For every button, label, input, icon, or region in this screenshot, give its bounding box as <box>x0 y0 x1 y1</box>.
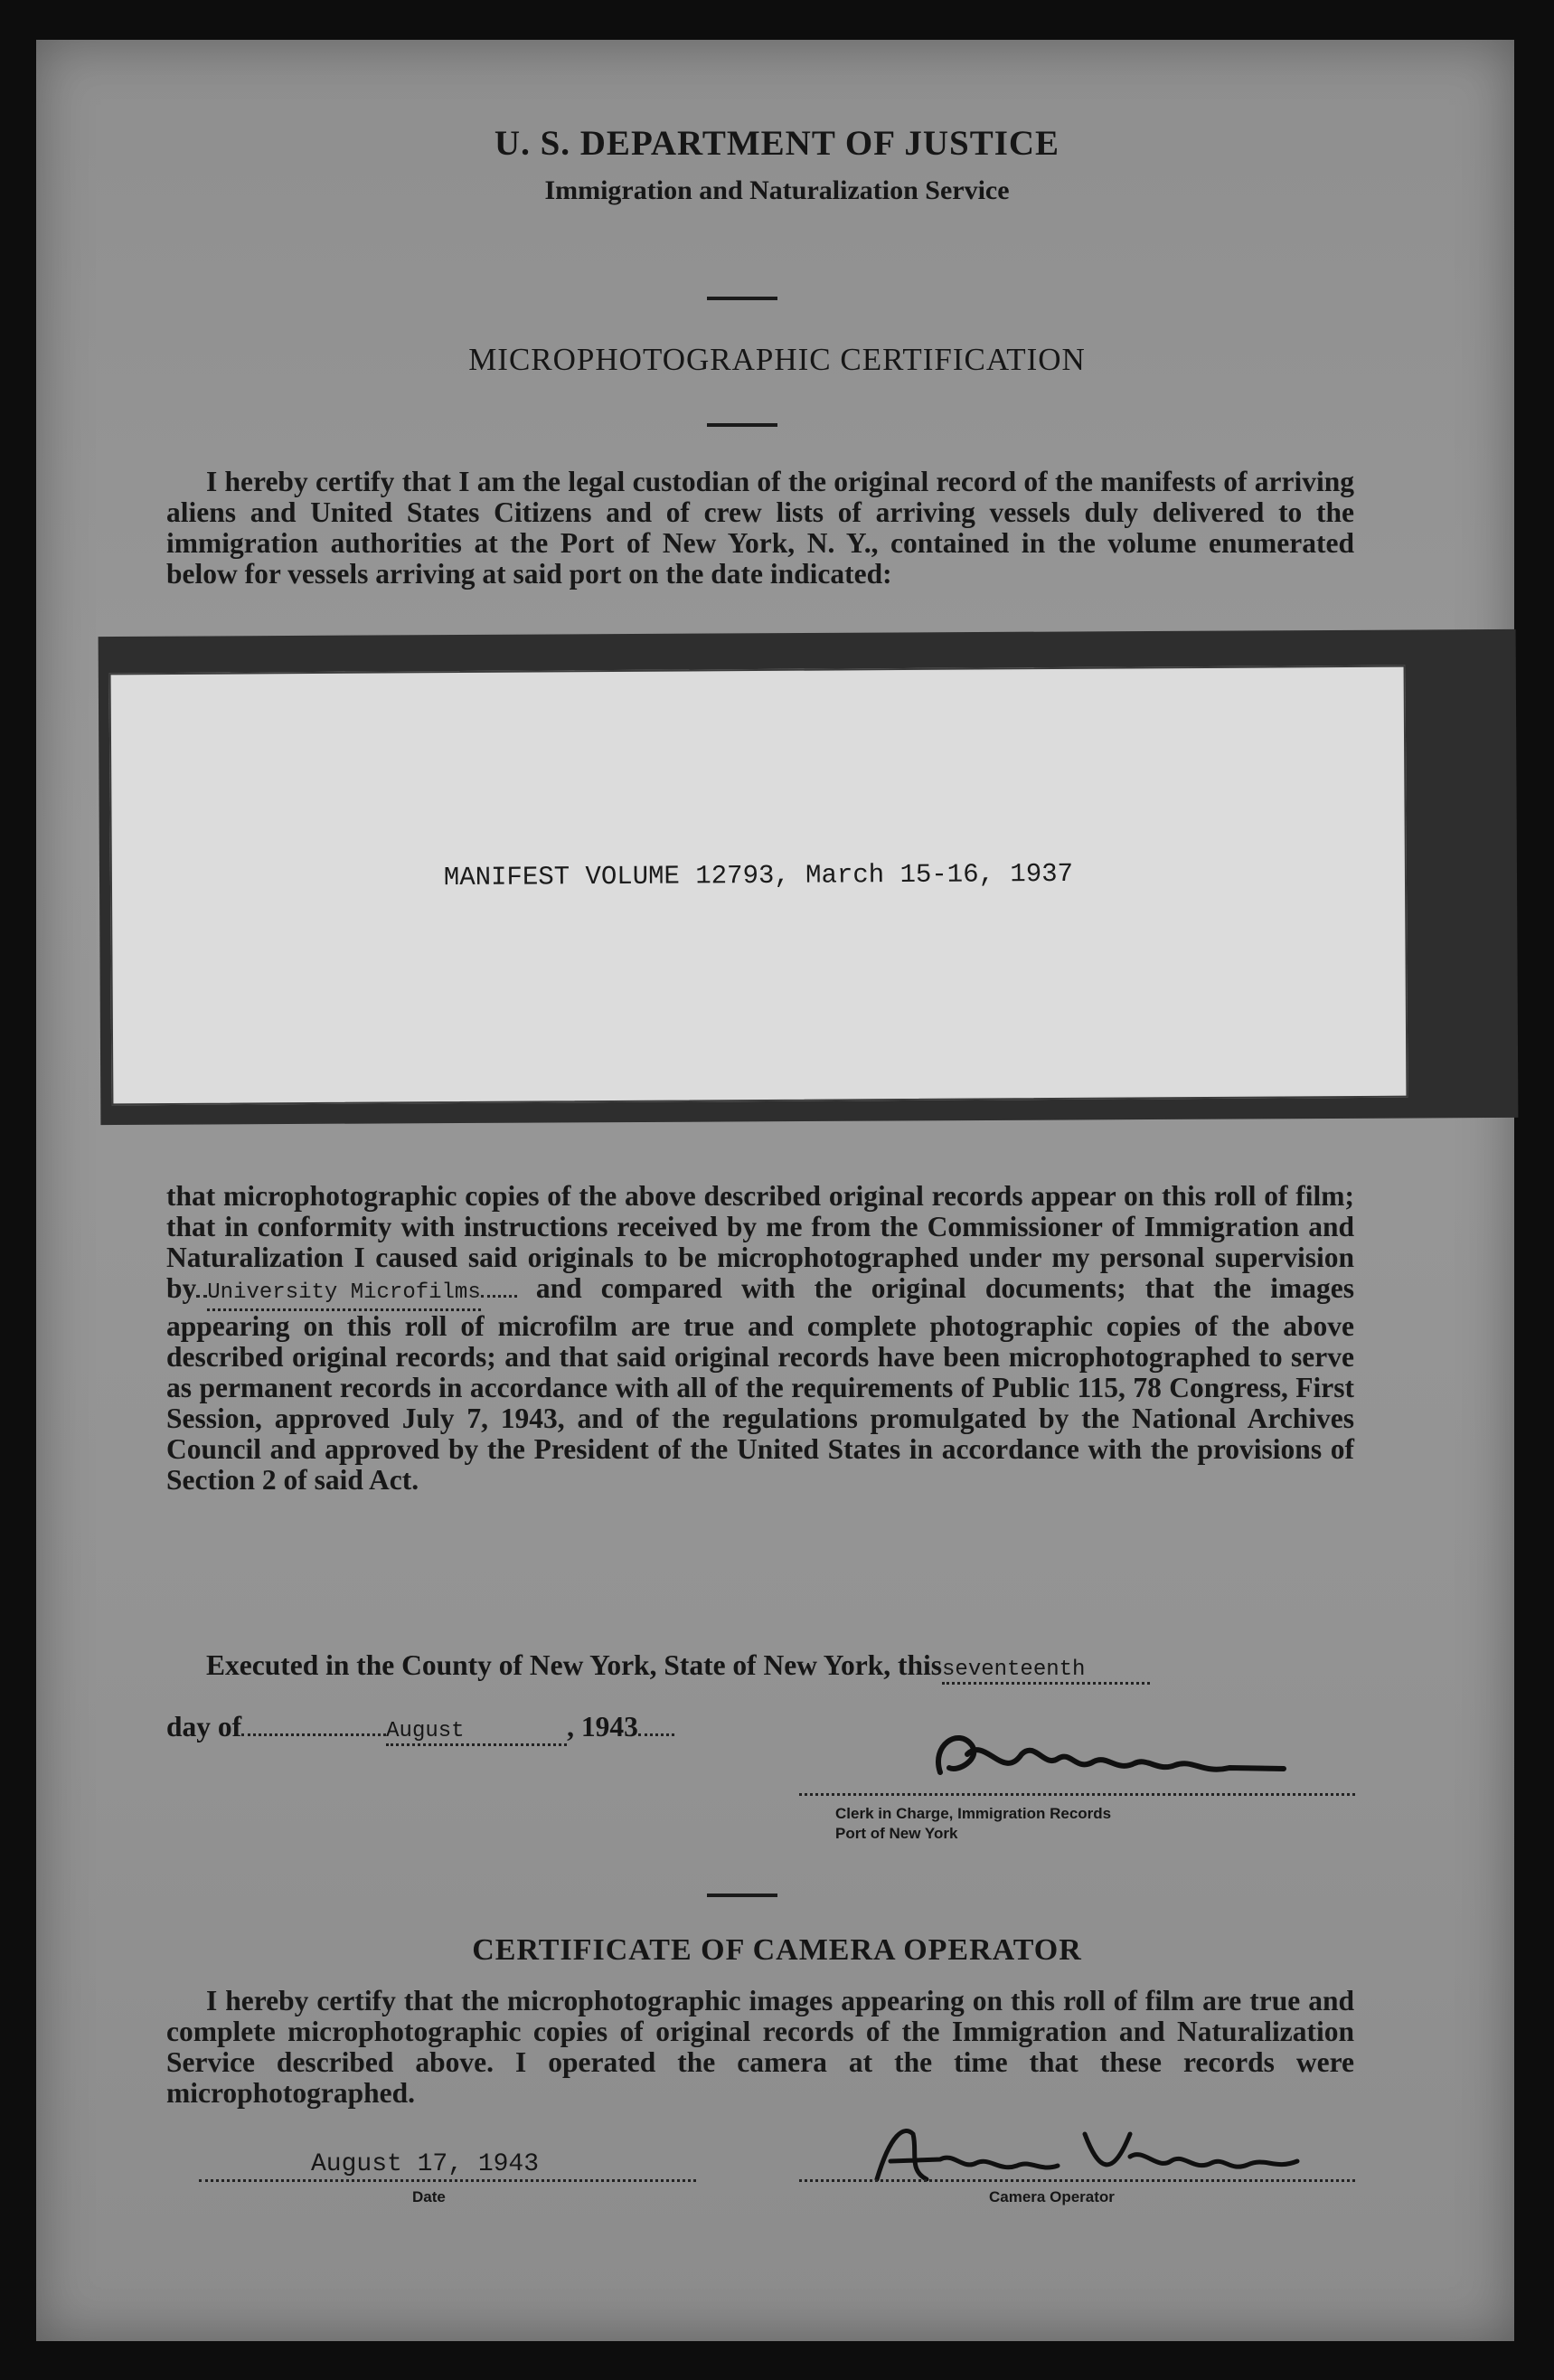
divider <box>707 1894 777 1897</box>
execution-month: August <box>386 1719 567 1746</box>
camera-operator-statement: I hereby certify that the microphotographic images appearing on this roll of film are true and complete microphotographic copies of original records of the Immigration and Naturalization Service described above. I operated the camera at the time that these records were microphotographed. <box>166 1985 1354 2109</box>
clerk-title: Clerk in Charge, Immigration Records <box>835 1805 1112 1822</box>
filmer-name: University Microfilms <box>207 1278 480 1311</box>
department-title: U. S. DEPARTMENT OF JUSTICE <box>494 124 1060 163</box>
camera-operator-title: CERTIFICATE OF CAMERA OPERATOR <box>472 1933 1082 1967</box>
divider <box>707 297 777 300</box>
manifest-card <box>109 666 1408 1106</box>
custodian-statement: I hereby certify that I am the legal custodian of the original record of the manifests of arriving aliens and United States Citizens and of crew lists of arriving vessels duly delivered to the immigration authorities at the Port of New York, N. Y., contained in the volume enumerated below for vessels arriving at said port on the date indicated: <box>166 466 1354 590</box>
execution-year: , 1943 <box>567 1711 638 1742</box>
operator-signature-line <box>799 2179 1355 2182</box>
clerk-location: Port of New York <box>835 1825 958 1842</box>
clerk-signature-line <box>799 1793 1355 1796</box>
date-line-dots <box>199 2179 696 2182</box>
statement-part-2: and compared with the original documents; that the images appearing on this roll of microfilm are true and complete photographic copies of the above described original records; and that said original records have been microphotographed to serve as permanent records in accordance with all of the requirements of Public 115, 78 Congress, First Session, approved July 7, 1943, and of the regulations promulgated by the National Archives Council and approved by the President of the United States in accordance with the provisions of Section 2 of said Act. <box>166 1272 1354 1496</box>
service-subtitle: Immigration and Naturalization Service <box>544 175 1010 205</box>
operator-label: Camera Operator <box>989 2188 1115 2205</box>
date-label: Date <box>412 2188 446 2205</box>
statement-part-1: that microphotographic copies of the above described original records appear on this roll of film; that in conformity with instructions received by me from the Commissioner of Immigration and Naturalization I caused said originals to be microphotographed under my personal supervision by <box>166 1180 1354 1304</box>
execution-day: seventeenth <box>942 1658 1150 1685</box>
certification-statement <box>166 1181 1354 1496</box>
clerk-signature <box>922 1718 1302 1799</box>
manifest-volume-label: MANIFEST VOLUME 12793, March 15-16, 1937 <box>443 858 1074 893</box>
operator-signature <box>841 2116 1347 2197</box>
execution-line <box>206 1649 1150 1685</box>
execution-prefix: Executed in the County of New York, State of New York, this <box>206 1649 943 1681</box>
divider <box>707 423 777 427</box>
operator-date: August 17, 1943 <box>311 2150 540 2178</box>
date-line <box>166 1711 674 1746</box>
day-of-label: day of <box>166 1711 242 1742</box>
certification-title: MICROPHOTOGRAPHIC CERTIFICATION <box>468 342 1086 377</box>
